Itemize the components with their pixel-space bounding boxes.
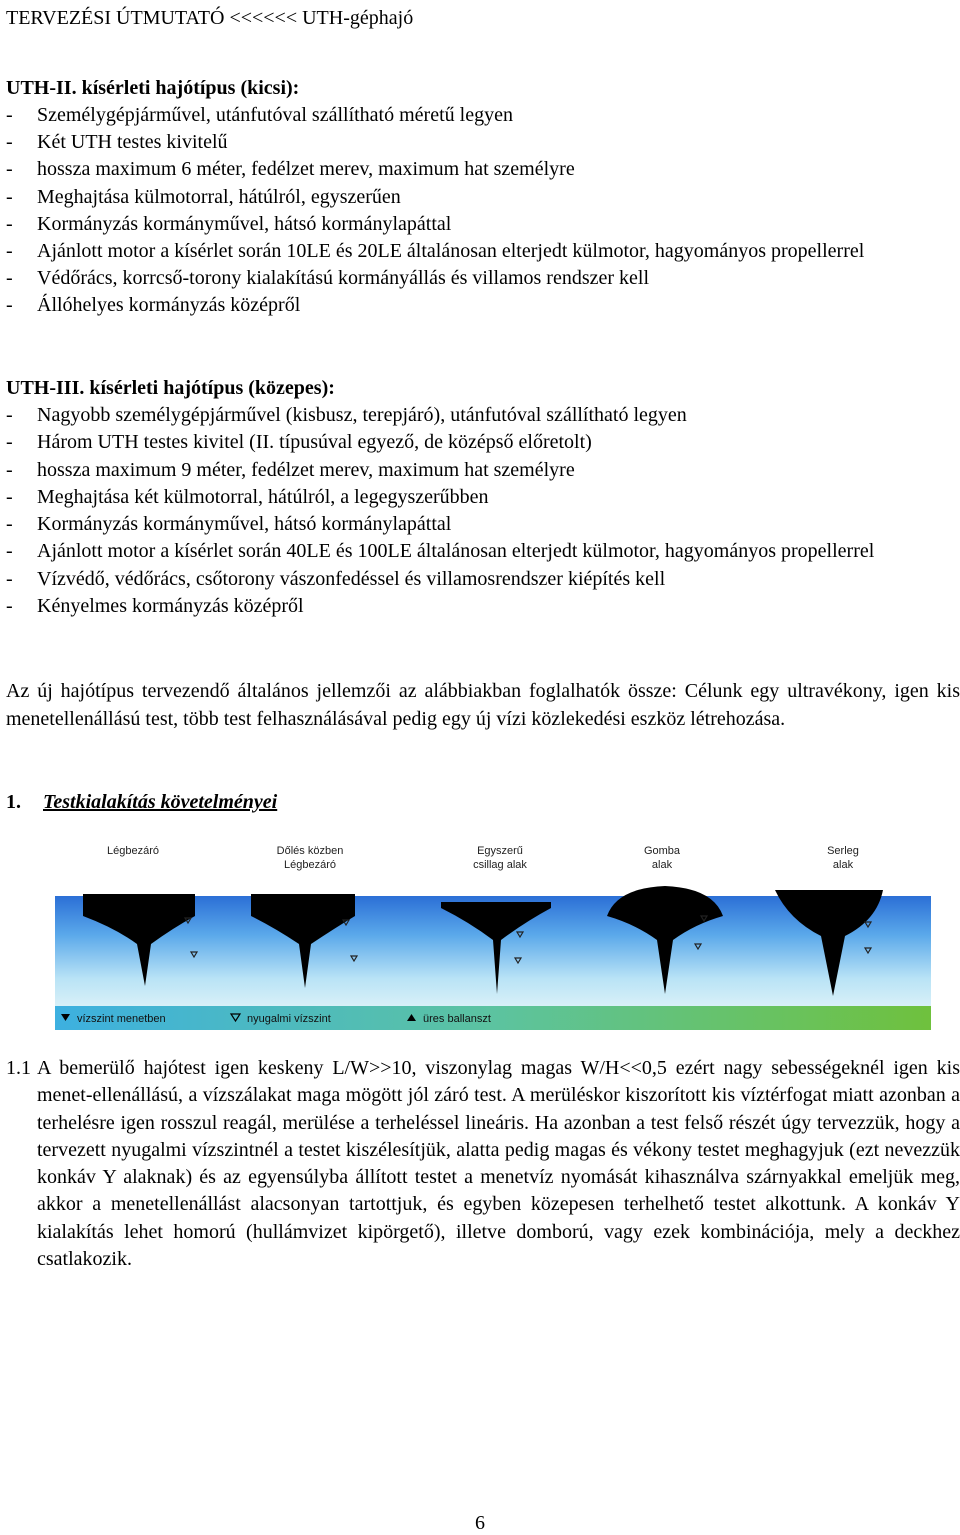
heading-text: Testkialakítás követelményei	[43, 791, 278, 813]
section-title: UTH-III. kísérleti hajótípus (közepes):	[6, 377, 335, 399]
label-csillag-line1: Egyszerű	[477, 845, 523, 857]
hull-shapes-figure	[55, 836, 931, 1030]
bullet-dash: -	[6, 267, 13, 290]
list-item	[6, 292, 960, 319]
figure-legend	[61, 1013, 491, 1025]
label-doles-line2: Légbezáró	[284, 859, 336, 871]
list-item-text: Ajánlott motor a kísérlet során 40LE és 100LE általánosan elterjedt külmotor, hagyományos propellerrel	[37, 540, 875, 563]
list-item	[6, 102, 960, 129]
numbered-paragraph-1-1	[6, 1055, 960, 1273]
list-item-text: Kormányzás kormányművel, hátsó kormánylapáttal	[37, 212, 452, 235]
list-item-text: Vízvédő, védőrács, csőtorony vászonfedéssel és villamosrendszer kiépítés kell	[37, 567, 666, 590]
requirement-list	[6, 102, 960, 320]
bullet-dash: -	[6, 104, 13, 126]
list-item-text: Kényelmes kormányzás középről	[37, 595, 304, 618]
heading-number: 1.	[6, 791, 21, 813]
legend-item-3: üres ballanszt	[423, 1013, 491, 1025]
bullet-dash: -	[6, 131, 13, 154]
paragraph-number: 1.1	[6, 1057, 31, 1079]
list-item-text: Ajánlott motor a kísérlet során 10LE és 20LE általánosan elterjedt külmotor, hagyományos propellerrel	[37, 240, 865, 263]
list-item	[6, 457, 960, 484]
label-serleg-line2: alak	[832, 859, 854, 871]
label-gomba-line1: Gomba	[643, 845, 681, 857]
bullet-dash: -	[6, 158, 13, 181]
list-item	[6, 402, 960, 429]
list-item	[6, 211, 960, 238]
list-item	[6, 238, 960, 265]
list-item	[6, 593, 960, 620]
bullet-dash: -	[6, 185, 13, 208]
bullet-dash: -	[6, 458, 13, 481]
list-item	[6, 538, 960, 565]
legend-item-2: nyugalmi vízszint	[247, 1013, 331, 1025]
label-legbezaro: Légbezáró	[107, 845, 159, 857]
list-item-text: hossza maximum 9 méter, fedélzet merev, maximum hat személyre	[37, 458, 575, 481]
section-uth-iii	[6, 374, 960, 620]
bullet-dash: -	[6, 212, 13, 235]
legend-bar	[55, 1006, 931, 1030]
list-item-text: hossza maximum 6 méter, fedélzet merev, maximum hat személyre	[37, 158, 575, 181]
list-item-text: Meghajtása külmotorral, hátúlról, egyszerűen	[37, 185, 401, 208]
section-title: UTH-II. kísérleti hajótípus (kicsi):	[6, 77, 300, 99]
label-csillag-line2: csillag alak	[473, 859, 527, 871]
bullet-dash: -	[6, 404, 13, 426]
list-item	[6, 184, 960, 211]
bullet-dash: -	[6, 513, 13, 536]
bullet-dash: -	[6, 294, 13, 317]
list-item-text: Három UTH testes kivitel (II. típusúval egyező, de középső előretolt)	[37, 431, 592, 454]
list-item-text: Meghajtása két külmotorral, hátúlról, a legegyszerűbben	[37, 485, 489, 508]
page-header: TERVEZÉSI ÚTMUTATÓ <<<<<< UTH-géphajó	[6, 7, 414, 29]
requirement-list	[6, 402, 960, 620]
list-item	[6, 156, 960, 183]
label-doles-line1: Dőlés közben	[276, 845, 344, 857]
bullet-dash: -	[6, 540, 13, 563]
list-item	[6, 484, 960, 511]
bullet-dash: -	[6, 595, 13, 618]
list-item-text: Állóhelyes kormányzás középről	[37, 294, 301, 317]
list-item	[6, 511, 960, 538]
list-item	[6, 566, 960, 593]
list-item	[6, 429, 960, 456]
bullet-dash: -	[6, 567, 13, 590]
section-heading	[6, 788, 277, 816]
intro-paragraph: Az új hajótípus tervezendő általános jellemzői az alábbiakban foglalhatók össze: Célunk egy ultravékony, igen kis menetellenállású test, több test felhasználásával pedig egy új vízi közlekedési eszköz létrehozása.	[6, 680, 960, 730]
list-item-text: Nagyobb személygépjárművel (kisbusz, terepjáró), utánfutóval szállítható legyen	[37, 404, 687, 426]
list-item	[6, 265, 960, 292]
label-serleg-line1: Serleg	[827, 845, 859, 857]
paragraph-text: A bemerülő hajótest igen keskeny L/W>>10, viszonylag magas W/H<<0,5 ezért nagy sebességeknél igen kis menet-ellenállású, a vízszálakat maga mögött jól záró test. A merüléskor kiszorított kis víztérfogat miatt azonban a terhelésre igen rosszul reagál, merülése a terheléssel lineáris. Ha azonban a test felső részét úgy tervezzük, hogy a tervezett nyugalmi vízszintnél a testet kiszélesítjük, alatta pedig magas és vékony testet meghagyjuk (ezt nevezzük konkáv Y alaknak) és az egyensúlyba állított testet a menetvíz nyomását kihasználva szárnyakkal emeljük meg, akkor a menetellenállást alacsonyan tartottjuk, és egyben közepesen terhelhető testet alkottunk. A konkáv Y kialakítás lehet homorú (hullámvizet kipörgető), illetve domború, vagy ezek kombinációja, mely a deckhez csatlakozik.	[37, 1057, 960, 1271]
section-uth-ii	[6, 74, 960, 320]
legend-item-1: vízszint menetben	[77, 1013, 166, 1025]
bullet-dash: -	[6, 485, 13, 508]
list-item-text: Személygépjárművel, utánfutóval szállítható méretű legyen	[37, 104, 513, 126]
list-item-text: Két UTH testes kivitelű	[37, 131, 228, 154]
bullet-dash: -	[6, 431, 13, 454]
page-number: 6	[475, 1512, 485, 1534]
list-item	[6, 129, 960, 156]
list-item-text: Védőrács, korrcső-torony kialakítású kormányállás és villamos rendszer kell	[37, 267, 650, 290]
label-gomba-line2: alak	[651, 859, 673, 871]
bullet-dash: -	[6, 240, 13, 263]
list-item-text: Kormányzás kormányművel, hátsó kormánylapáttal	[37, 513, 452, 536]
